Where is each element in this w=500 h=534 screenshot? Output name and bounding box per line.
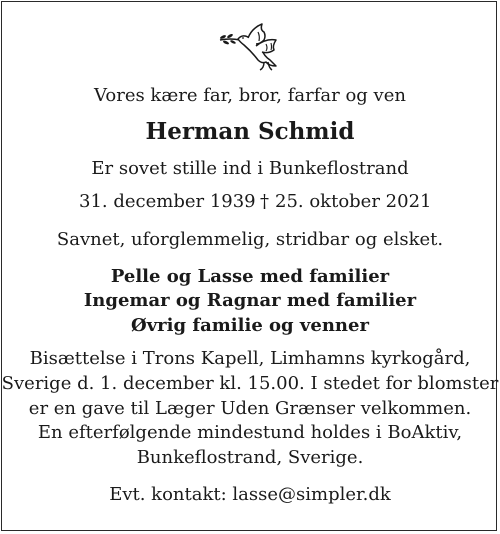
family-line: Ingemar og Ragnar med familier (83, 290, 417, 311)
ceremony-line: Sverige d. 1. december kl. 15.00. I stedet for blomster (1, 373, 499, 394)
contact-text: Evt. kontakt: lasse@simpler.dk (109, 484, 391, 505)
ceremony-line: En efterfølgende mindestund holdes i BoAktiv, (37, 422, 463, 443)
deceased-name: Herman Schmid (145, 118, 355, 145)
intro-text: Vores kære far, bror, farfar og ven (94, 85, 406, 106)
tagline-text: Savnet, uforglemmelig, stridbar og elsket. (56, 229, 444, 250)
ceremony-line: Bisættelse i Trons Kapell, Limhamns kyrkogård, (29, 348, 471, 369)
ceremony-line: er en gave til Læger Uden Grænser velkommen. (28, 398, 472, 419)
death-date-group (260, 190, 431, 214)
birth-date: 31. december 1939 (79, 191, 256, 212)
dove-icon (214, 20, 282, 72)
death-date: 25. oktober 2021 (275, 191, 432, 212)
cross-icon: † (260, 191, 269, 212)
ceremony-line: Bunkeflostrand, Sverige. (136, 447, 364, 468)
family-line: Pelle og Lasse med familier (110, 266, 390, 287)
subtitle-text: Er sovet stille ind i Bunkeflostrand (91, 158, 409, 179)
family-line: Øvrig familie og venner (131, 315, 369, 336)
